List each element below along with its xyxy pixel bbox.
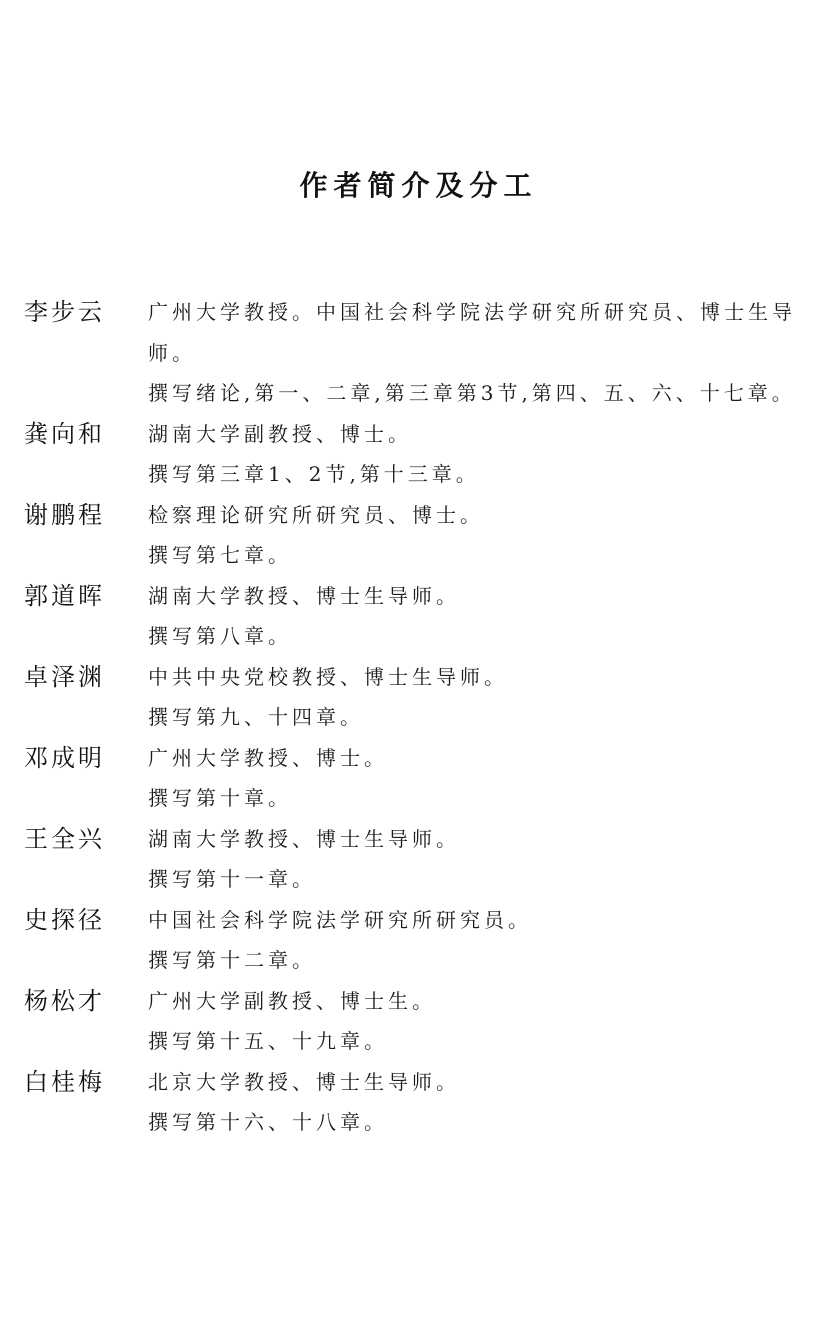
author-entry <box>24 1062 824 1143</box>
author-name: 龚向和 <box>24 419 105 448</box>
author-entry <box>24 576 824 657</box>
author-name: 杨松才 <box>24 986 105 1015</box>
author-assignment: 撰写第三章1、2节,第十三章。 <box>148 462 480 486</box>
author-entry <box>24 292 824 414</box>
author-bio: 中国社会科学院法学研究所研究员。 <box>148 907 532 932</box>
author-bio: 湖南大学副教授、博士。 <box>148 421 412 446</box>
author-assignment: 撰写第十二章。 <box>148 948 316 972</box>
author-name: 谢鹏程 <box>24 500 105 529</box>
author-assignment: 撰写第十一章。 <box>148 867 316 891</box>
author-assignment: 撰写绪论,第一、二章,第三章第3节,第四、五、六、十七章。 <box>148 381 796 405</box>
author-name: 白桂梅 <box>24 1067 105 1096</box>
author-description <box>148 738 824 819</box>
author-description <box>148 657 824 738</box>
author-entry <box>24 819 824 900</box>
author-bio: 湖南大学教授、博士生导师。 <box>148 826 460 851</box>
author-description <box>148 292 824 414</box>
author-description <box>148 1062 824 1143</box>
author-assignment: 撰写第九、十四章。 <box>148 705 364 729</box>
author-bio: 广州大学教授。中国社会科学院法学研究所研究员、博士生导师。 <box>148 300 796 365</box>
author-description <box>148 900 824 981</box>
author-bio: 广州大学副教授、博士生。 <box>148 988 436 1013</box>
author-name: 王全兴 <box>24 824 105 853</box>
author-description <box>148 576 824 657</box>
author-entry <box>24 495 824 576</box>
author-assignment: 撰写第七章。 <box>148 543 292 567</box>
author-entry <box>24 738 824 819</box>
author-entry <box>24 981 824 1062</box>
author-description <box>148 414 824 495</box>
author-bio: 中共中央党校教授、博士生导师。 <box>148 664 508 689</box>
author-assignment: 撰写第十六、十八章。 <box>148 1110 388 1134</box>
author-assignment: 撰写第八章。 <box>148 624 292 648</box>
author-assignment: 撰写第十五、十九章。 <box>148 1029 388 1053</box>
author-description <box>148 819 824 900</box>
author-name: 史探径 <box>24 905 105 934</box>
author-name: 李步云 <box>24 298 105 326</box>
author-bio: 湖南大学教授、博士生导师。 <box>148 583 460 608</box>
author-name: 邓成明 <box>24 743 105 772</box>
author-entry <box>24 657 824 738</box>
author-entry <box>24 900 824 981</box>
author-name: 卓泽渊 <box>24 662 105 691</box>
author-description <box>148 981 824 1062</box>
author-assignment: 撰写第十章。 <box>148 786 292 810</box>
author-description <box>148 495 824 576</box>
author-name: 郭道晖 <box>24 581 105 610</box>
author-bio: 检察理论研究所研究员、博士。 <box>148 502 484 527</box>
author-bio: 广州大学教授、博士。 <box>148 745 388 770</box>
author-entry <box>24 414 824 495</box>
author-list <box>24 292 824 1143</box>
page-title: 作者简介及分工 <box>299 169 538 202</box>
author-bio: 北京大学教授、博士生导师。 <box>148 1069 460 1094</box>
